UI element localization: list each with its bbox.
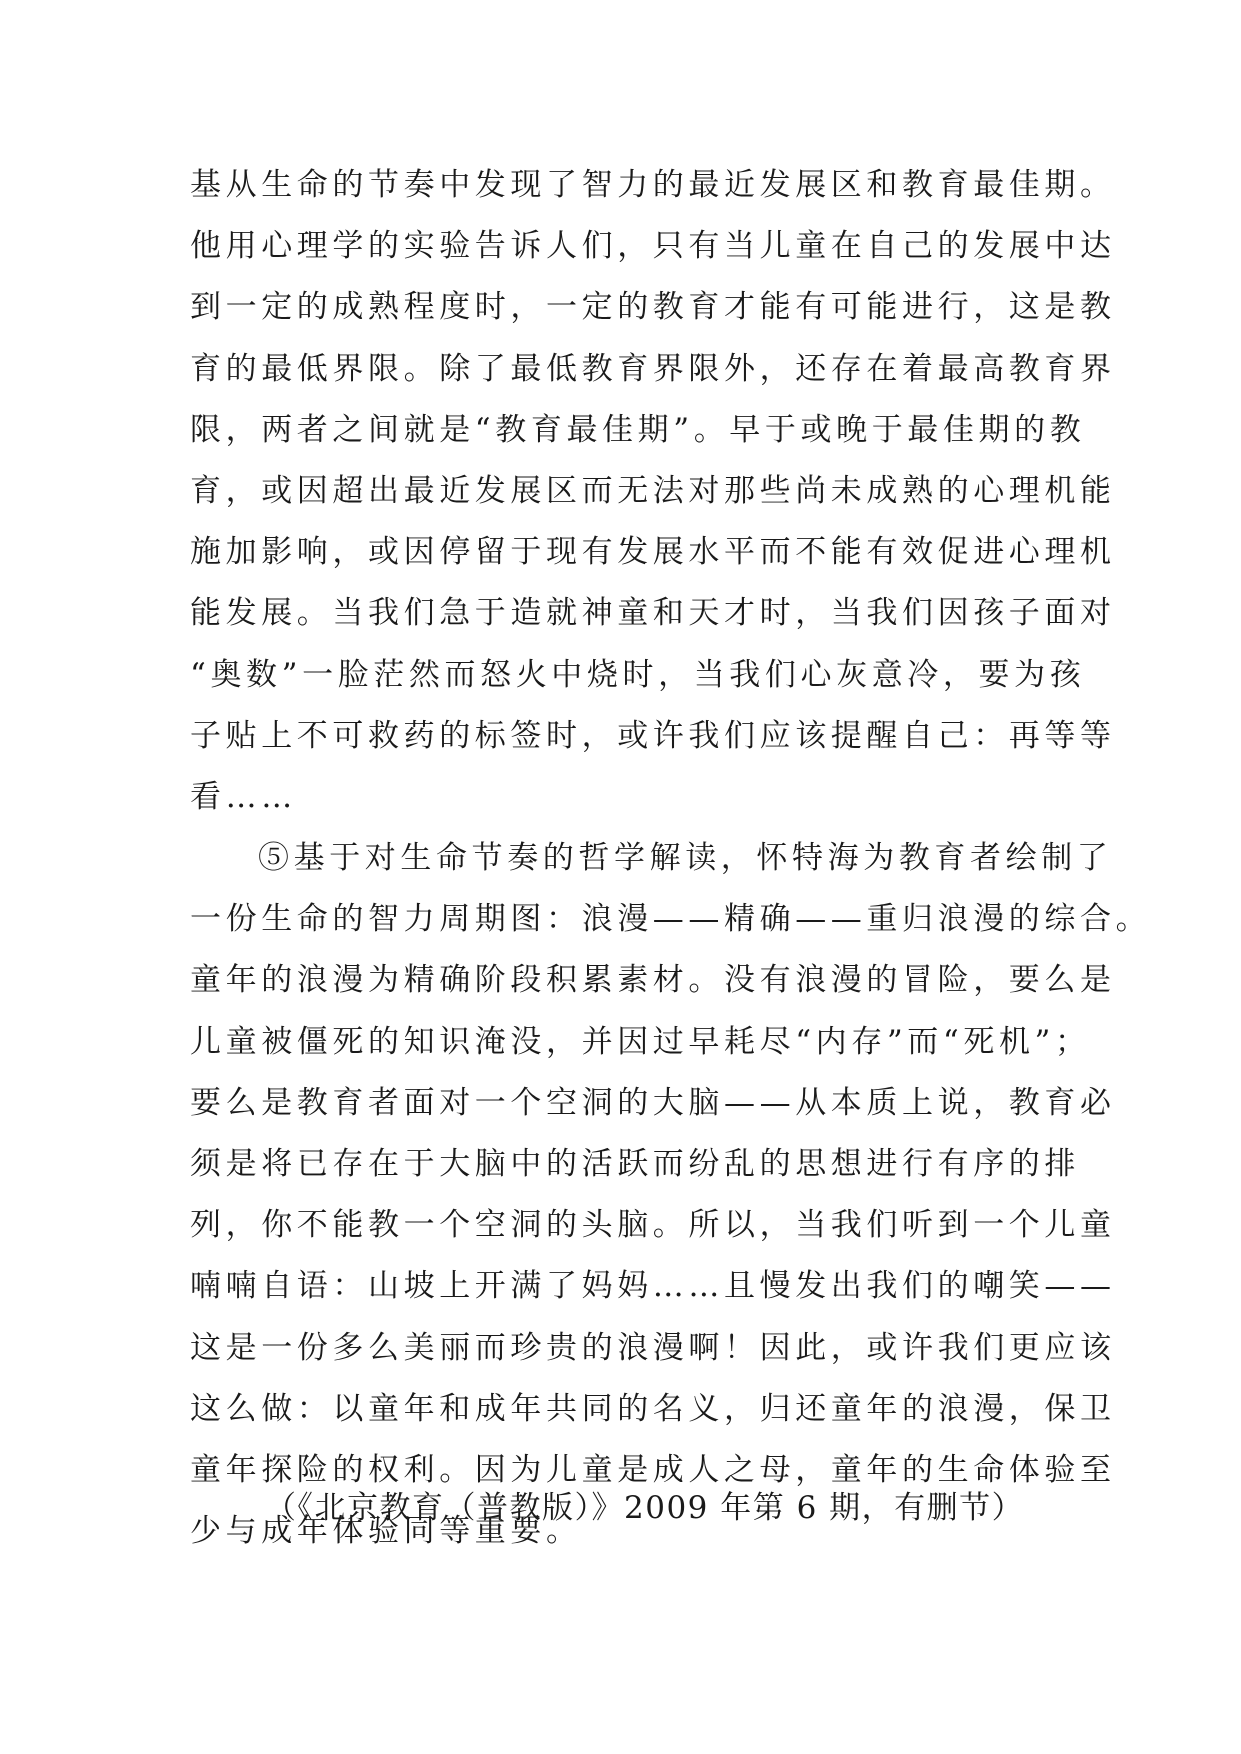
text-line: 少与成年体验同等重要。 (190, 1513, 582, 1550)
text-line: 这么做：以童年和成年共同的名义，归还童年的浪漫，保卫 (190, 1390, 1116, 1427)
text-line: ⑤基于对生命节奏的哲学解读，怀特海为教育者绘制了 (258, 840, 1113, 877)
article-body (190, 155, 1152, 1562)
text-line: 看…… (190, 778, 297, 815)
text-line: 他用心理学的实验告诉人们，只有当儿童在自己的发展中达 (190, 228, 1116, 265)
text-line: 儿童被僵死的知识淹没，并因过早耗尽“内存”而“死机”； (190, 1023, 1091, 1060)
text-line: 育的最低界限。除了最低教育界限外，还存在着最高教育界 (190, 350, 1116, 387)
text-line: 须是将已存在于大脑中的活跃而纷乱的思想进行有序的排 (190, 1146, 1080, 1182)
text-line: “奥数”一脸茫然而怒火中烧时，当我们心灰意冷，要为孩 (190, 656, 1086, 693)
text-line: 童年的浪漫为精确阶段积累素材。没有浪漫的冒险，要么是 (190, 962, 1116, 999)
text-line: 一份生命的智力周期图：浪漫——精确——重归浪漫的综合。 (190, 901, 1152, 938)
text-line: 这是一份多么美丽而珍贵的浪漫啊！因此，或许我们更应该 (190, 1329, 1116, 1366)
text-line: 列，你不能教一个空洞的头脑。所以，当我们听到一个儿童 (190, 1207, 1116, 1244)
text-line: 童年探险的权利。因为儿童是成人之母，童年的生命体验至 (190, 1451, 1116, 1488)
text-line: 能发展。当我们急于造就神童和天才时，当我们因孩子面对 (190, 595, 1116, 632)
paragraph-5 (190, 828, 1152, 1562)
text-line: 施加影响，或因停留于现有发展水平而不能有效促进心理机 (190, 534, 1116, 571)
text-line: 子贴上不可救药的标签时，或许我们应该提醒自己：再等等 (190, 717, 1116, 754)
text-line: 喃喃自语：山坡上开满了妈妈……且慢发出我们的嘲笑—— (190, 1268, 1116, 1305)
text-line: 基从生命的节奏中发现了智力的最近发展区和教育最佳期。 (190, 167, 1116, 203)
text-line: 限，两者之间就是“教育最佳期”。早于或晚于最佳期的教 (190, 411, 1086, 448)
text-line: 要么是教育者面对一个空洞的大脑——从本质上说，教育必 (190, 1084, 1116, 1121)
text-line: 育，或因超出最近发展区而无法对那些尚未成熟的心理机能 (190, 472, 1116, 509)
paragraph-continued (190, 155, 1116, 828)
source-citation: （《北京教育（普教版）》2009 年第 6 期，有删节） (265, 1490, 1025, 1526)
text-line: 到一定的成熟程度时，一定的教育才能有可能进行，这是教 (190, 289, 1116, 326)
